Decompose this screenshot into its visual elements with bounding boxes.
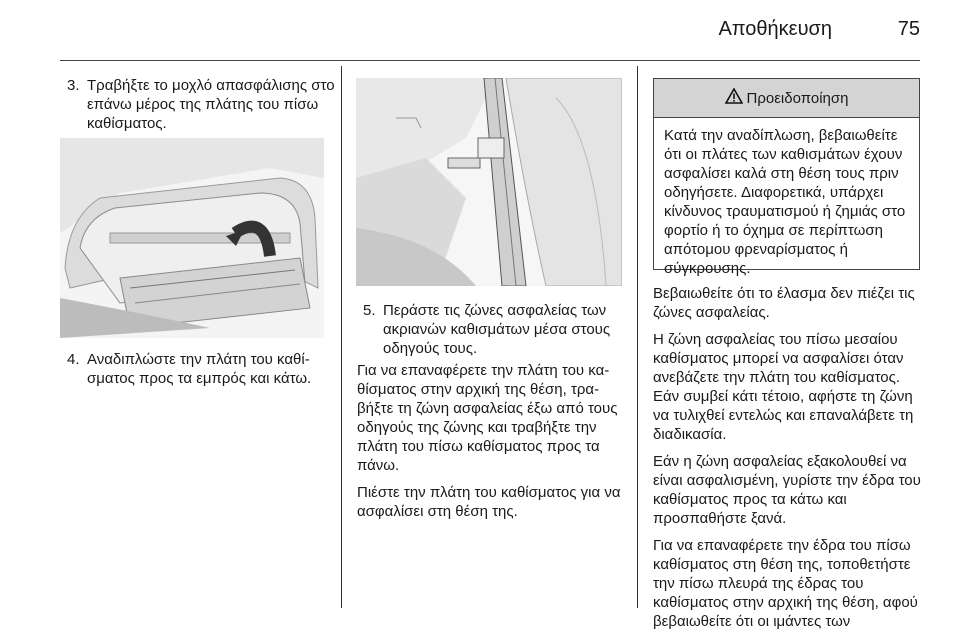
warning-box <box>653 78 920 277</box>
step-3-number: 3. <box>67 77 80 94</box>
col2-paragraph: Πιέστε την πλάτη του καθίσματος για να ασφαλίσει στη θέση της. <box>357 484 621 520</box>
page-number: 75 <box>897 18 920 40</box>
col3-paragraph: Η ζώνη ασφαλείας του πίσω μεσαίου καθίσματος μπορεί να ασφαλίσει όταν ανεβάζετε την πλάτη του καθίσματος. Εάν συμβεί κάτι τέτοιο, αφήστε τη ζώνη να τυλιχθεί εντελώς και επαναλάβετε τη διαδικασία. <box>653 331 914 443</box>
warning-text: Κατά την αναδίπλωση, βεβαιωθείτε ότι οι πλάτες των καθισμάτων έχουν ασφαλίσει καλά στη θέση τους πριν οδηγήσετε. Διαφορετικά, υπάρχει κίνδυνος τραυματισμού ή ζημιάς στο φορτίο ή το όχημα σε περίπτωση απότομου φρεναρίσματος ή σύγκρουσης. <box>664 127 906 277</box>
step-4-text: Αναδιπλώστε την πλάτη του καθίσματος προς τα εμπρός και κάτω. <box>87 351 312 387</box>
header-rule <box>60 60 920 61</box>
col2-paragraph: Για να επαναφέρετε την πλάτη του καθίσματος στην αρχική της θέση, τραβήξτε τη ζώνη ασφαλείας έξω από τους οδηγούς της ζώνης και τραβήξτε την πλάτη του πίσω καθίσματος προς τα πάνω. <box>357 362 618 474</box>
figure-seat-belt-guide <box>356 78 622 286</box>
col2-body <box>357 361 627 529</box>
column-divider-2 <box>637 66 638 608</box>
warning-triangle-icon <box>725 88 743 108</box>
figure-seat-release <box>60 138 324 338</box>
col3-paragraph: Εάν η ζώνη ασφαλείας εξακολουθεί να είναι ασφαλισμένη, γυρίστε την έδρα του καθίσματος προς τα κάτω και προσπαθήστε ξανά. <box>653 453 921 527</box>
col3-paragraph: Βεβαιωθείτε ότι το έλασμα δεν πιέζει τις ζώνες ασφαλείας. <box>653 285 915 321</box>
step-4-number: 4. <box>67 351 80 368</box>
col3-body <box>653 284 925 639</box>
page-title: Αποθήκευση <box>718 18 832 40</box>
step-5-text: Περάστε τις ζώνες ασφαλείας των ακριανών καθισμάτων μέσα στους οδηγούς τους. <box>383 302 611 357</box>
warning-header <box>654 79 919 118</box>
step-5 <box>363 301 631 358</box>
step-3 <box>67 76 335 133</box>
column-divider-1 <box>341 66 342 608</box>
warning-title: Προειδοποίηση <box>746 89 849 107</box>
step-5-number: 5. <box>363 302 376 319</box>
step-4 <box>67 350 335 388</box>
col3-paragraph: Για να επαναφέρετε την έδρα του πίσω καθίσματος στη θέση της, τοποθετήστε την πίσω πλευρά της έδρας του καθίσματος στην αρχική της θέση, αφού βεβαιωθείτε ότι οι ιμάντες των <box>653 537 918 630</box>
step-3-text: Τραβήξτε το μοχλό απασφάλισης στο επάνω μέρος της πλάτης του πίσω καθίσματος. <box>87 77 335 132</box>
